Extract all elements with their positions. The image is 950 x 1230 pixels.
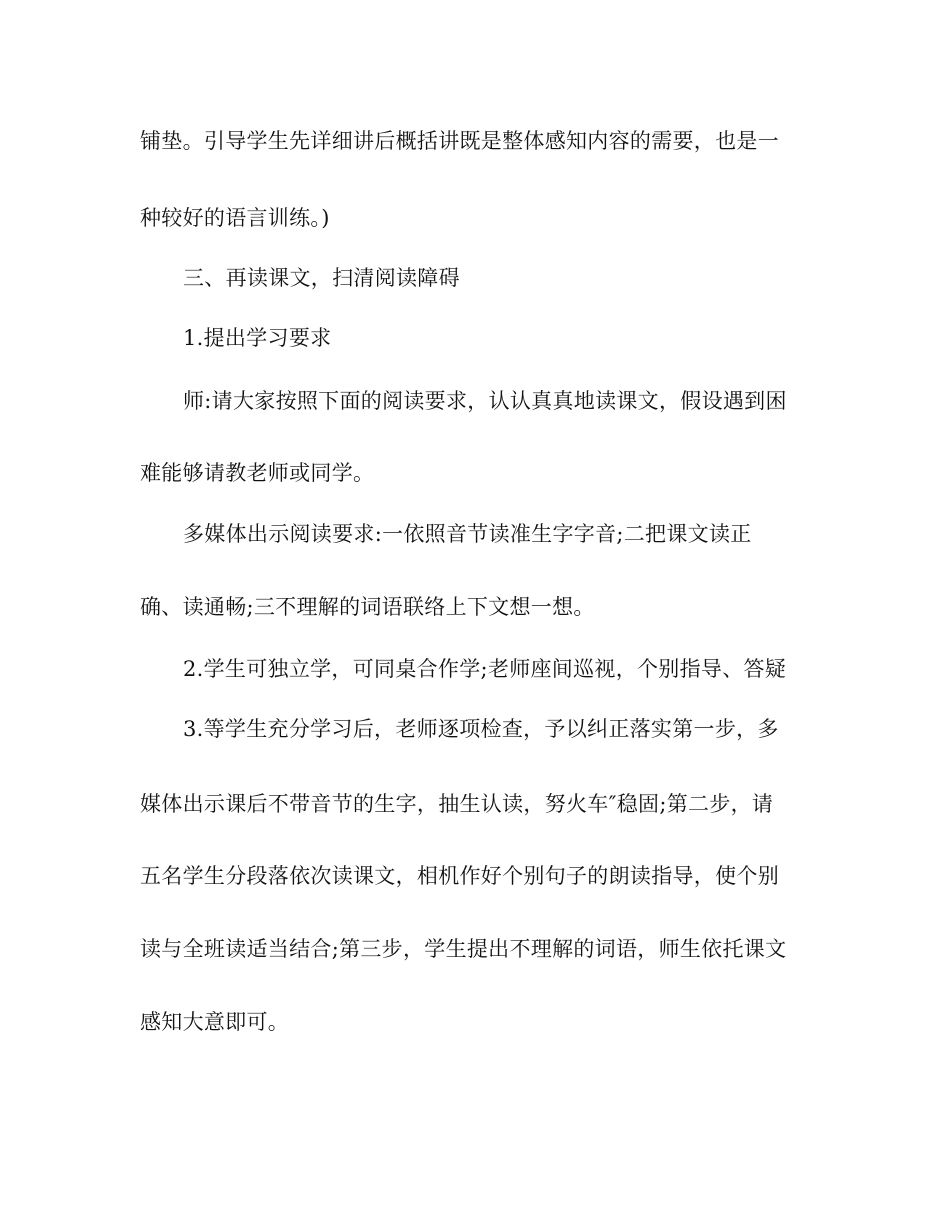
text-line-1: 铺垫。引导学生先详细讲后概括讲既是整体感知内容的需要，也是一 [140, 129, 779, 153]
text-line-8: 确、读通畅;三不理解的词语联络上下文想一想。 [140, 595, 595, 619]
text-line-6: 难能够请教老师或同学。 [140, 461, 375, 485]
text-line-2: 种较好的语言训练。) [140, 206, 330, 230]
subheading-1: 1.提出学习要求 [183, 326, 332, 350]
text-line-7: 多媒体出示阅读要求:一依照音节读准生字字音;二把课文读正 [183, 522, 752, 546]
text-line-13: 读与全班读适当结合;第三步，学生提出不理解的词语，师生依托课文 [140, 937, 787, 961]
text-line-12: 五名学生分段落依次读课文，相机作好个别句子的朗读指导，使个别 [140, 864, 779, 888]
text-line-14: 感知大意即可。 [140, 1010, 290, 1034]
text-line-9: 2.学生可独立学，可同桌合作学;老师座间巡视，个别指导、答疑 [183, 657, 787, 681]
text-line-11: 媒体出示课后不带音节的生字，抽生认读，努火车″稳固;第二步，请 [140, 792, 774, 816]
section-heading: 三、再读课文，扫清阅读障碍 [183, 266, 460, 290]
text-line-10: 3.等学生充分学习后，老师逐项检查，予以纠正落实第一步，多 [183, 717, 779, 741]
text-line-5: 师:请大家按照下面的阅读要求，认认真真地读课文，假设遇到困 [183, 389, 787, 413]
